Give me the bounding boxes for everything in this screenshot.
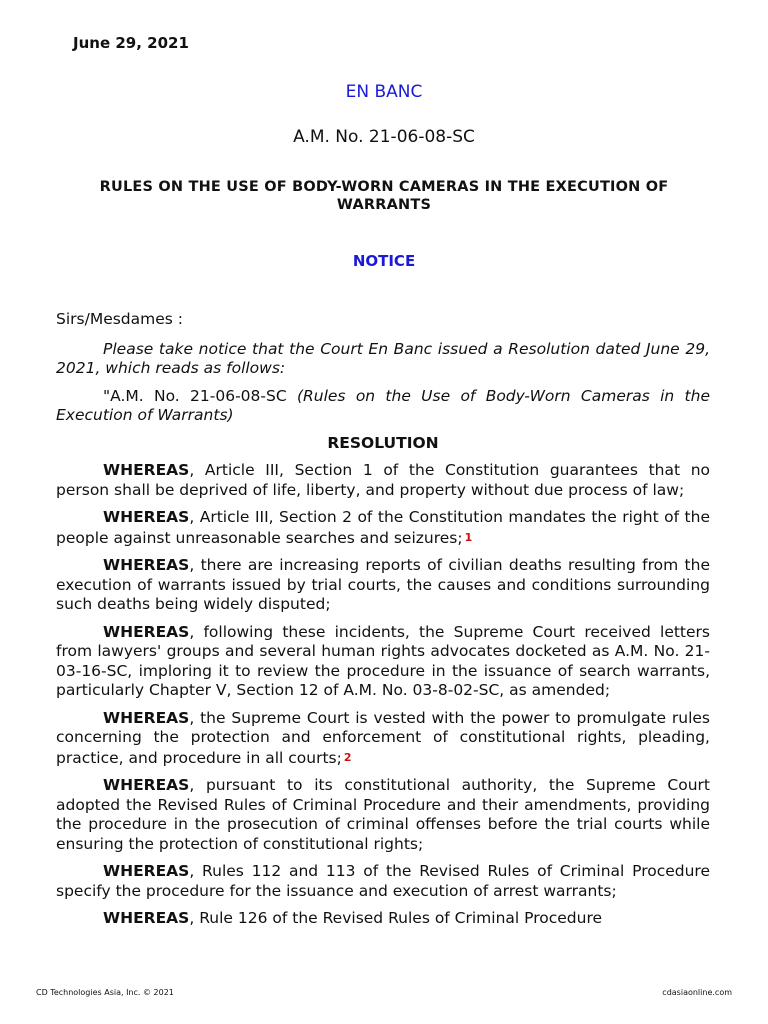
whereas-clause-7 xyxy=(56,862,710,901)
footnote-link-1[interactable]: 1 xyxy=(464,530,473,544)
whereas-label: WHEREAS xyxy=(103,508,190,526)
footnote-link-2[interactable]: 2 xyxy=(343,750,352,764)
whereas-label: WHEREAS xyxy=(103,556,190,574)
whereas-label: WHEREAS xyxy=(103,708,190,727)
case-number: A.M. No. 21-06-08-SC xyxy=(293,127,475,147)
clause-text: , there are increasing reports of civilian deaths resulting from the execution of warrants issued by trial courts, the causes and conditions surrounding such deaths being widely disputed; xyxy=(56,556,710,613)
clause-text: , Article III, Section 1 of the Constitution guarantees that no person shall be deprived of life, liberty, and property without due process of law; xyxy=(56,461,710,499)
whereas-label: WHEREAS xyxy=(103,776,190,794)
clause-text: , the Supreme Court is vested with the power to promulgate rules concerning the protection and enforcement of constitutional rights, pleading, practice, and procedure in all courts; xyxy=(56,708,710,767)
intro-paragraph: Please take notice that the Court En Banc issued a Resolution dated June 29, 2021, which reads as follows: xyxy=(56,339,710,377)
whereas-label: WHEREAS xyxy=(103,461,190,479)
whereas-clause-5 xyxy=(56,709,710,769)
whereas-clause-1 xyxy=(56,461,710,500)
notice-heading: NOTICE xyxy=(352,252,416,270)
whereas-clause-4 xyxy=(56,623,710,701)
footer-website: cdasiaonline.com xyxy=(662,988,732,997)
resolution-heading: RESOLUTION xyxy=(327,433,439,452)
whereas-clause-2 xyxy=(56,508,710,548)
whereas-clause-8 xyxy=(56,909,710,929)
clause-text: , pursuant to its constitutional authority, the Supreme Court adopted the Revised Rules of Criminal Procedure and their amendments, providing the procedure in the prosecution of criminal offenses before the trial courts while ensuring the protection of constitutional rights; xyxy=(56,776,710,853)
quote-title: (Rules on the Use of Body-Worn Cameras in the Execution of Warrants) xyxy=(56,386,710,424)
document-title: RULES ON THE USE OF BODY-WORN CAMERAS IN THE EXECUTION OF WARRANTS xyxy=(99,179,669,213)
clause-text: , following these incidents, the Supreme Court received letters from lawyers' groups and several human rights advocates docketed as A.M. No. 21-03-16-SC, imploring it to review the procedure in the issuance of search warrants, particularly Chapter V, Section 12 of A.M. No. 03-8-02-SC, as amended; xyxy=(56,622,710,699)
whereas-label: WHEREAS xyxy=(103,862,190,880)
footer-copyright: CD Technologies Asia, Inc. © 2021 xyxy=(36,988,174,997)
clause-text: , Rule 126 of the Revised Rules of Criminal Procedure xyxy=(189,909,603,927)
document-body xyxy=(56,310,710,937)
division-heading: EN BANC xyxy=(345,82,423,102)
clause-text: , Article III, Section 2 of the Constitution mandates the right of the people against unreasonable searches and seizures; xyxy=(56,508,710,547)
quote-prefix: "A.M. No. 21-06-08-SC xyxy=(103,386,297,405)
whereas-clause-6 xyxy=(56,776,710,854)
whereas-label: WHEREAS xyxy=(103,909,190,927)
document-date: June 29, 2021 xyxy=(73,34,189,52)
whereas-clause-3 xyxy=(56,556,710,615)
clause-text: , Rules 112 and 113 of the Revised Rules of Criminal Procedure specify the procedure for the issuance and execution of arrest warrants; xyxy=(56,862,710,900)
salutation: Sirs/Mesdames : xyxy=(56,310,183,328)
quote-paragraph xyxy=(56,387,710,426)
whereas-label: WHEREAS xyxy=(103,622,190,641)
